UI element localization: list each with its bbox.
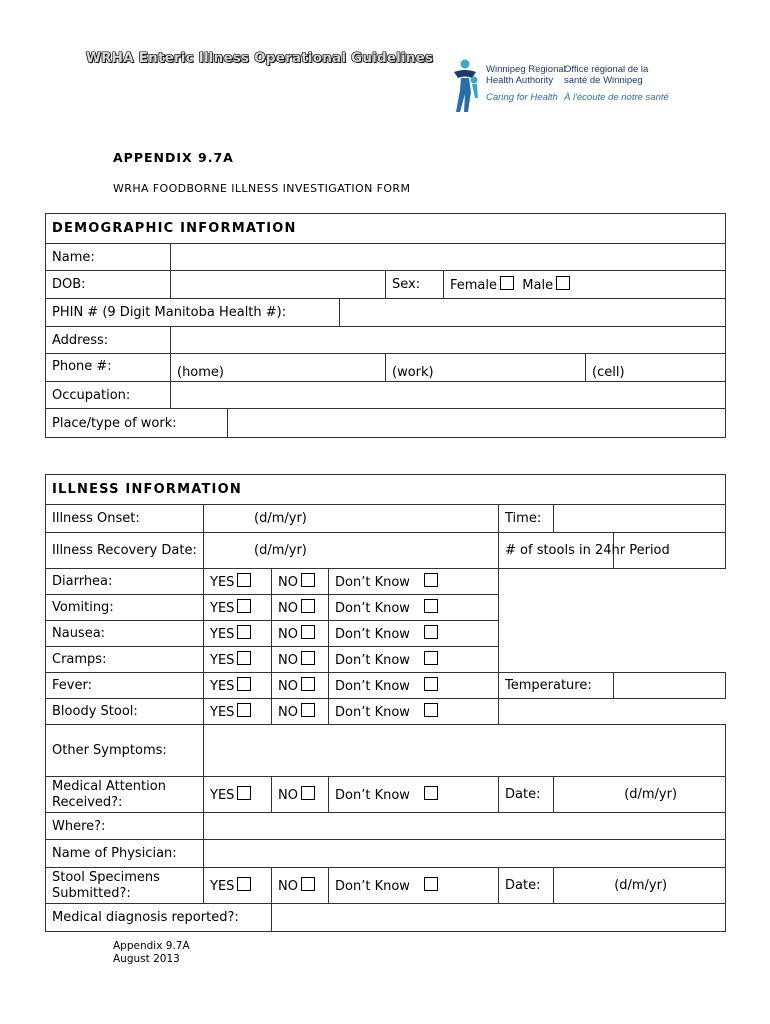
- occupation-label: Occupation:: [46, 382, 171, 409]
- symptom-dontknow-cell: [329, 673, 499, 699]
- symptom-no-cell: [272, 569, 329, 595]
- phin-label: PHIN # (9 Digit Manitoba Health #):: [46, 299, 340, 327]
- occupation-field[interactable]: [171, 382, 726, 409]
- temperature-label: Temperature:: [499, 673, 614, 699]
- yes-checkbox[interactable]: [237, 677, 251, 691]
- medical-yes-label: YES: [210, 788, 235, 803]
- no-label: NO: [278, 575, 298, 590]
- page-footer: [113, 940, 190, 966]
- symptom-dontknow-cell: [329, 569, 499, 595]
- no-checkbox[interactable]: [301, 599, 315, 613]
- symptom-label: Vomiting:: [46, 595, 204, 621]
- onset-date-hint: (d/m/yr): [254, 511, 307, 526]
- medical-dontknow-checkbox[interactable]: [424, 786, 438, 800]
- yes-label: YES: [210, 575, 235, 590]
- illness-table: [45, 474, 726, 932]
- symptom-label: Bloody Stool:: [46, 699, 204, 725]
- stool-no-label: NO: [278, 879, 298, 894]
- medical-date-label: Date:: [499, 777, 554, 813]
- no-label: NO: [278, 601, 298, 616]
- no-checkbox[interactable]: [301, 573, 315, 587]
- symptom-no-cell: [272, 595, 329, 621]
- symptom-no-cell: [272, 699, 329, 725]
- yes-label: YES: [210, 653, 235, 668]
- female-checkbox[interactable]: [500, 276, 514, 290]
- logo-fr-tagline: À l'écoute de notre santé: [564, 92, 669, 103]
- yes-checkbox[interactable]: [237, 625, 251, 639]
- male-checkbox[interactable]: [556, 276, 570, 290]
- symptom-row: [46, 595, 726, 621]
- illness-onset-label: Illness Onset:: [46, 505, 204, 533]
- yes-label: YES: [210, 679, 235, 694]
- medical-dontknow-label: Don’t Know: [335, 788, 410, 803]
- medical-yes-cell: [204, 777, 272, 813]
- dontknow-label: Don’t Know: [335, 575, 410, 590]
- symptom-label: Diarrhea:: [46, 569, 204, 595]
- time-label: Time:: [499, 505, 554, 533]
- name-label: Name:: [46, 244, 171, 271]
- dontknow-checkbox[interactable]: [424, 573, 438, 587]
- phone-work-hint: (work): [392, 365, 434, 380]
- recovery-date-field[interactable]: [204, 533, 499, 569]
- stool-no-checkbox[interactable]: [301, 877, 315, 891]
- illness-onset-field[interactable]: [204, 505, 499, 533]
- symptom-yes-cell: [204, 595, 272, 621]
- form-title: WRHA FOODBORNE ILLNESS INVESTIGATION FORM: [113, 182, 411, 195]
- stools-label: # of stools in 24hr Period: [499, 533, 614, 569]
- physician-field[interactable]: [204, 840, 726, 868]
- wrha-logo: [448, 58, 688, 114]
- diagnosis-field[interactable]: [272, 904, 726, 932]
- stool-dontknow-label: Don’t Know: [335, 879, 410, 894]
- dontknow-label: Don’t Know: [335, 679, 410, 694]
- phone-cell-field[interactable]: [586, 354, 726, 382]
- demographic-table: [45, 213, 726, 438]
- demographic-heading: DEMOGRAPHIC INFORMATION: [46, 214, 726, 244]
- dob-label: DOB:: [46, 271, 171, 299]
- phin-field[interactable]: [340, 299, 726, 327]
- logo-en-line2: Health Authority: [486, 75, 554, 86]
- document-header-title: WRHA Enteric Illness Operational Guidelines: [86, 50, 434, 66]
- no-label: NO: [278, 705, 298, 720]
- dontknow-label: Don’t Know: [335, 601, 410, 616]
- medical-dontknow-cell: [329, 777, 499, 813]
- dontknow-checkbox[interactable]: [424, 677, 438, 691]
- footer-appendix: Appendix 9.7A: [113, 940, 190, 952]
- no-label: NO: [278, 653, 298, 668]
- symptom-row: [46, 569, 726, 595]
- symptom-dontknow-cell: [329, 595, 499, 621]
- no-checkbox[interactable]: [301, 625, 315, 639]
- illness-heading: ILLNESS INFORMATION: [46, 475, 726, 505]
- yes-label: YES: [210, 705, 235, 720]
- yes-label: YES: [210, 601, 235, 616]
- logo-fr-line1: Office régional de la: [564, 64, 649, 75]
- symptom-rows: [46, 569, 726, 725]
- symptom-no-cell: [272, 621, 329, 647]
- no-label: NO: [278, 679, 298, 694]
- dontknow-label: Don’t Know: [335, 705, 410, 720]
- medical-attention-label: Medical Attention Received?:: [46, 777, 204, 813]
- medical-yes-checkbox[interactable]: [237, 786, 251, 800]
- symptom-yes-cell: [204, 647, 272, 673]
- no-checkbox[interactable]: [301, 677, 315, 691]
- recovery-date-hint: (d/m/yr): [254, 543, 307, 558]
- symptom-yes-cell: [204, 621, 272, 647]
- footer-date: August 2013: [113, 953, 180, 965]
- symptom-blank-cell: [499, 621, 726, 647]
- logo-en-line1: Winnipeg Regional: [486, 64, 566, 75]
- symptom-blank-cell: [499, 647, 726, 673]
- other-symptoms-label: Other Symptoms:: [46, 725, 204, 777]
- symptom-blank-cell: [499, 569, 726, 595]
- female-label: Female: [450, 278, 498, 293]
- symptom-dontknow-cell: [329, 621, 499, 647]
- phone-home-hint: (home): [177, 365, 224, 380]
- phone-work-field[interactable]: [386, 354, 586, 382]
- stool-no-cell: [272, 868, 329, 904]
- male-label: Male: [522, 278, 554, 293]
- address-field[interactable]: [171, 327, 726, 354]
- medical-no-checkbox[interactable]: [301, 786, 315, 800]
- medical-no-label: NO: [278, 788, 298, 803]
- temperature-field[interactable]: [614, 673, 726, 699]
- other-symptoms-field[interactable]: [204, 725, 726, 777]
- stool-date-field[interactable]: [554, 868, 726, 904]
- stool-dontknow-cell: [329, 868, 499, 904]
- address-label: Address:: [46, 327, 171, 354]
- dob-field[interactable]: [171, 271, 386, 299]
- medical-date-field[interactable]: [554, 777, 726, 813]
- stool-date-label: Date:: [499, 868, 554, 904]
- name-field[interactable]: [171, 244, 726, 271]
- dontknow-label: Don’t Know: [335, 653, 410, 668]
- logo-en-tagline: Caring for Health: [486, 92, 558, 103]
- symptom-label: Nausea:: [46, 621, 204, 647]
- symptom-row: [46, 621, 726, 647]
- phone-home-field[interactable]: [171, 354, 386, 382]
- time-field[interactable]: [554, 505, 726, 533]
- appendix-label: APPENDIX 9.7A: [113, 150, 234, 165]
- symptom-yes-cell: [204, 699, 272, 725]
- stool-yes-cell: [204, 868, 272, 904]
- symptom-label: Cramps:: [46, 647, 204, 673]
- symptom-yes-cell: [204, 673, 272, 699]
- dontknow-checkbox[interactable]: [424, 625, 438, 639]
- dontknow-checkbox[interactable]: [424, 651, 438, 665]
- symptom-dontknow-cell: [329, 699, 499, 725]
- symptom-label: Fever:: [46, 673, 204, 699]
- yes-checkbox[interactable]: [237, 651, 251, 665]
- symptom-dontknow-cell: [329, 647, 499, 673]
- phone-label: Phone #:: [46, 354, 171, 382]
- dontknow-label: Don’t Know: [335, 627, 410, 642]
- medical-no-cell: [272, 777, 329, 813]
- diagnosis-label: Medical diagnosis reported?:: [46, 904, 272, 932]
- place-of-work-label: Place/type of work:: [46, 409, 228, 438]
- yes-checkbox[interactable]: [237, 599, 251, 613]
- phone-cell-hint: (cell): [592, 365, 625, 380]
- yes-label: YES: [210, 627, 235, 642]
- where-field[interactable]: [204, 813, 726, 840]
- symptom-row: [46, 647, 726, 673]
- no-label: NO: [278, 627, 298, 642]
- place-of-work-field[interactable]: [228, 409, 726, 438]
- sex-options: [444, 271, 726, 299]
- recovery-date-label: Illness Recovery Date:: [46, 533, 204, 569]
- medical-date-hint: (d/m/yr): [624, 787, 678, 802]
- no-checkbox[interactable]: [301, 703, 315, 717]
- symptom-row: [46, 673, 726, 699]
- logo-fr-line2: santé de Winnipeg: [564, 75, 643, 86]
- symptom-row: [46, 699, 726, 725]
- stool-specimens-label: Stool Specimens Submitted?:: [46, 868, 204, 904]
- stool-yes-checkbox[interactable]: [237, 877, 251, 891]
- symptom-yes-cell: [204, 569, 272, 595]
- stool-yes-label: YES: [210, 879, 235, 894]
- yes-checkbox[interactable]: [237, 573, 251, 587]
- where-label: Where?:: [46, 813, 204, 840]
- symptom-blank-cell: [499, 699, 726, 725]
- stool-date-hint: (d/m/yr): [614, 878, 668, 893]
- sex-label: Sex:: [386, 271, 444, 299]
- wrha-logo-icon: [448, 58, 482, 114]
- stool-dontknow-checkbox[interactable]: [424, 877, 438, 891]
- dontknow-checkbox[interactable]: [424, 599, 438, 613]
- no-checkbox[interactable]: [301, 651, 315, 665]
- yes-checkbox[interactable]: [237, 703, 251, 717]
- symptom-no-cell: [272, 673, 329, 699]
- symptom-no-cell: [272, 647, 329, 673]
- symptom-blank-cell: [499, 595, 726, 621]
- dontknow-checkbox[interactable]: [424, 703, 438, 717]
- physician-label: Name of Physician:: [46, 840, 204, 868]
